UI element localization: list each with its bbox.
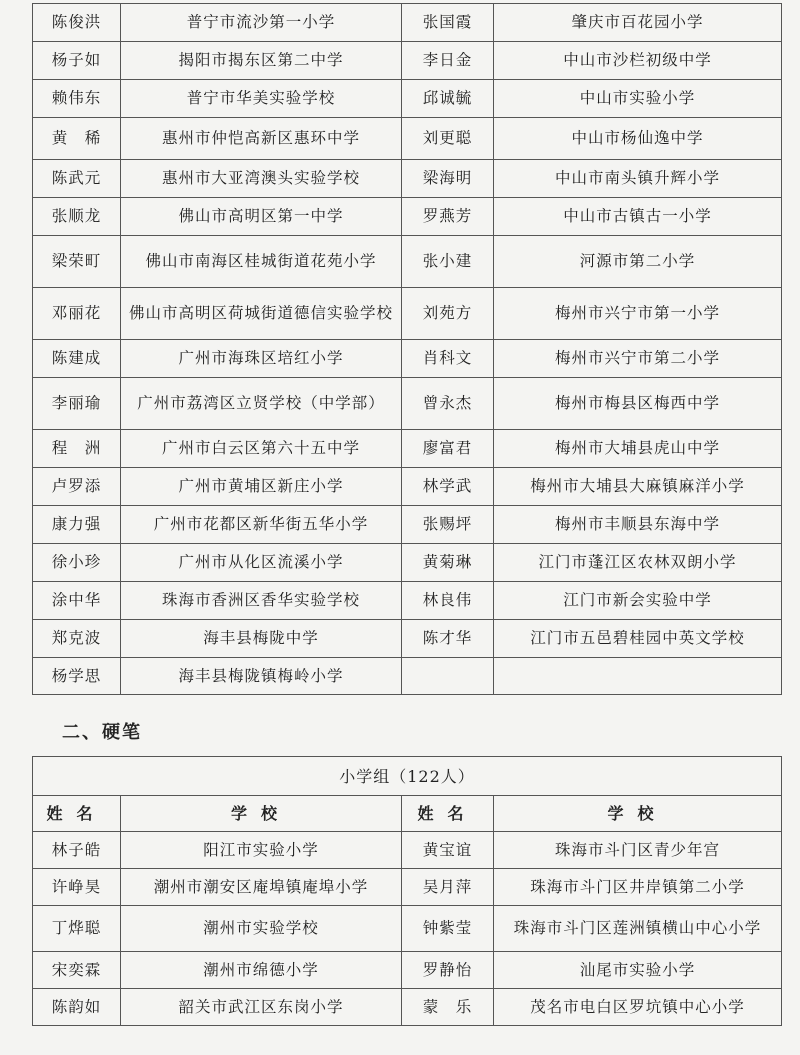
school-cell: 海丰县梅陇中学	[121, 620, 402, 658]
name-cell: 罗静怡	[402, 952, 494, 989]
header-school-2: 学校	[494, 796, 782, 832]
name-cell: 林子皓	[33, 832, 121, 869]
name-cell: 蒙 乐	[402, 989, 494, 1026]
school-cell: 梅州市丰顺县东海中学	[494, 506, 782, 544]
name-cell: 徐小珍	[33, 544, 121, 582]
table-row	[33, 506, 782, 544]
table-row	[33, 340, 782, 378]
school-cell: 珠海市斗门区莲洲镇横山中心小学	[494, 906, 782, 952]
name-cell: 廖富君	[402, 430, 494, 468]
name-cell: 张赐坪	[402, 506, 494, 544]
school-cell: 珠海市斗门区青少年宫	[494, 832, 782, 869]
table-row	[33, 4, 782, 42]
school-cell: 珠海市香洲区香华实验学校	[121, 582, 402, 620]
school-cell: 中山市杨仙逸中学	[494, 118, 782, 160]
name-cell: 陈武元	[33, 160, 121, 198]
name-cell: 邓丽花	[33, 288, 121, 340]
table-row	[33, 236, 782, 288]
school-cell: 珠海市斗门区井岸镇第二小学	[494, 869, 782, 906]
name-cell: 许峥昊	[33, 869, 121, 906]
school-cell: 普宁市流沙第一小学	[121, 4, 402, 42]
name-cell: 张国霞	[402, 4, 494, 42]
name-cell: 吴月萍	[402, 869, 494, 906]
school-cell: 茂名市电白区罗坑镇中心小学	[494, 989, 782, 1026]
section-heading: 二、硬笔	[62, 722, 142, 743]
name-cell: 刘苑方	[402, 288, 494, 340]
table-row	[33, 288, 782, 340]
school-cell: 潮州市实验学校	[121, 906, 402, 952]
name-cell: 赖伟东	[33, 80, 121, 118]
name-cell: 刘更聪	[402, 118, 494, 160]
table-row	[33, 378, 782, 430]
school-cell: 韶关市武江区东岗小学	[121, 989, 402, 1026]
award-table-brush	[32, 3, 782, 695]
school-cell: 广州市花都区新华街五华小学	[121, 506, 402, 544]
school-cell: 江门市新会实验中学	[494, 582, 782, 620]
table-row	[33, 658, 782, 695]
name-cell: 丁烨聪	[33, 906, 121, 952]
school-cell: 广州市黄埔区新庄小学	[121, 468, 402, 506]
school-cell: 广州市从化区流溪小学	[121, 544, 402, 582]
school-cell: 惠州市仲恺高新区惠环中学	[121, 118, 402, 160]
table-row	[33, 160, 782, 198]
name-cell: 曾永杰	[402, 378, 494, 430]
table-row	[33, 906, 782, 952]
school-cell: 海丰县梅陇镇梅岭小学	[121, 658, 402, 695]
name-cell: 黄 稀	[33, 118, 121, 160]
school-cell: 中山市南头镇升辉小学	[494, 160, 782, 198]
school-cell: 肇庆市百花园小学	[494, 4, 782, 42]
school-cell: 广州市荔湾区立贤学校（中学部）	[121, 378, 402, 430]
school-cell: 普宁市华美实验学校	[121, 80, 402, 118]
school-cell: 河源市第二小学	[494, 236, 782, 288]
name-cell: 陈俊洪	[33, 4, 121, 42]
school-cell: 江门市蓬江区农林双朗小学	[494, 544, 782, 582]
name-cell: 杨学思	[33, 658, 121, 695]
name-cell: 林学武	[402, 468, 494, 506]
award-table-hardpen	[32, 756, 782, 1026]
table-row	[33, 468, 782, 506]
name-cell: 陈才华	[402, 620, 494, 658]
table-row	[33, 832, 782, 869]
name-cell: 张顺龙	[33, 198, 121, 236]
name-cell: 李丽瑜	[33, 378, 121, 430]
table-row	[33, 42, 782, 80]
school-cell: 惠州市大亚湾澳头实验学校	[121, 160, 402, 198]
table-row	[33, 198, 782, 236]
name-cell: 李日金	[402, 42, 494, 80]
school-cell: 佛山市高明区荷城街道德信实验学校	[121, 288, 402, 340]
school-cell: 梅州市兴宁市第二小学	[494, 340, 782, 378]
table-row	[33, 620, 782, 658]
award-table-body	[33, 832, 782, 1026]
table-row	[33, 118, 782, 160]
school-cell: 广州市海珠区培红小学	[121, 340, 402, 378]
school-cell: 汕尾市实验小学	[494, 952, 782, 989]
name-cell: 卢罗添	[33, 468, 121, 506]
name-cell: 郑克波	[33, 620, 121, 658]
name-cell: 宋奕霖	[33, 952, 121, 989]
table-row	[33, 952, 782, 989]
name-cell: 黄宝谊	[402, 832, 494, 869]
school-cell: 梅州市大埔县虎山中学	[494, 430, 782, 468]
school-cell: 佛山市高明区第一中学	[121, 198, 402, 236]
school-cell: 潮州市潮安区庵埠镇庵埠小学	[121, 869, 402, 906]
school-cell	[494, 658, 782, 695]
award-table-body	[33, 4, 782, 695]
school-cell: 阳江市实验小学	[121, 832, 402, 869]
table-row	[33, 430, 782, 468]
header-row	[33, 796, 782, 832]
name-cell: 康力强	[33, 506, 121, 544]
table-row	[33, 869, 782, 906]
name-cell: 梁海明	[402, 160, 494, 198]
name-cell: 陈韵如	[33, 989, 121, 1026]
header-school-1: 学校	[121, 796, 402, 832]
name-cell: 杨子如	[33, 42, 121, 80]
table-row	[33, 544, 782, 582]
school-cell: 江门市五邑碧桂园中英文学校	[494, 620, 782, 658]
school-cell: 梅州市梅县区梅西中学	[494, 378, 782, 430]
school-cell: 中山市沙栏初级中学	[494, 42, 782, 80]
school-cell: 中山市实验小学	[494, 80, 782, 118]
group-title: 小学组（122人）	[33, 757, 782, 796]
school-cell: 佛山市南海区桂城街道花苑小学	[121, 236, 402, 288]
name-cell: 罗燕芳	[402, 198, 494, 236]
table-row	[33, 80, 782, 118]
table-row	[33, 582, 782, 620]
name-cell: 肖科文	[402, 340, 494, 378]
name-cell: 邱诚毓	[402, 80, 494, 118]
name-cell: 梁荣町	[33, 236, 121, 288]
name-cell: 陈建成	[33, 340, 121, 378]
group-title-row	[33, 757, 782, 796]
header-name-2: 姓名	[402, 796, 494, 832]
school-cell: 潮州市绵德小学	[121, 952, 402, 989]
school-cell: 中山市古镇古一小学	[494, 198, 782, 236]
name-cell: 张小建	[402, 236, 494, 288]
name-cell: 黄菊琳	[402, 544, 494, 582]
name-cell: 钟紫莹	[402, 906, 494, 952]
name-cell	[402, 658, 494, 695]
school-cell: 揭阳市揭东区第二中学	[121, 42, 402, 80]
school-cell: 梅州市大埔县大麻镇麻洋小学	[494, 468, 782, 506]
school-cell: 广州市白云区第六十五中学	[121, 430, 402, 468]
header-name-1: 姓名	[33, 796, 121, 832]
table-row	[33, 989, 782, 1026]
name-cell: 程 洲	[33, 430, 121, 468]
school-cell: 梅州市兴宁市第一小学	[494, 288, 782, 340]
name-cell: 林良伟	[402, 582, 494, 620]
name-cell: 涂中华	[33, 582, 121, 620]
